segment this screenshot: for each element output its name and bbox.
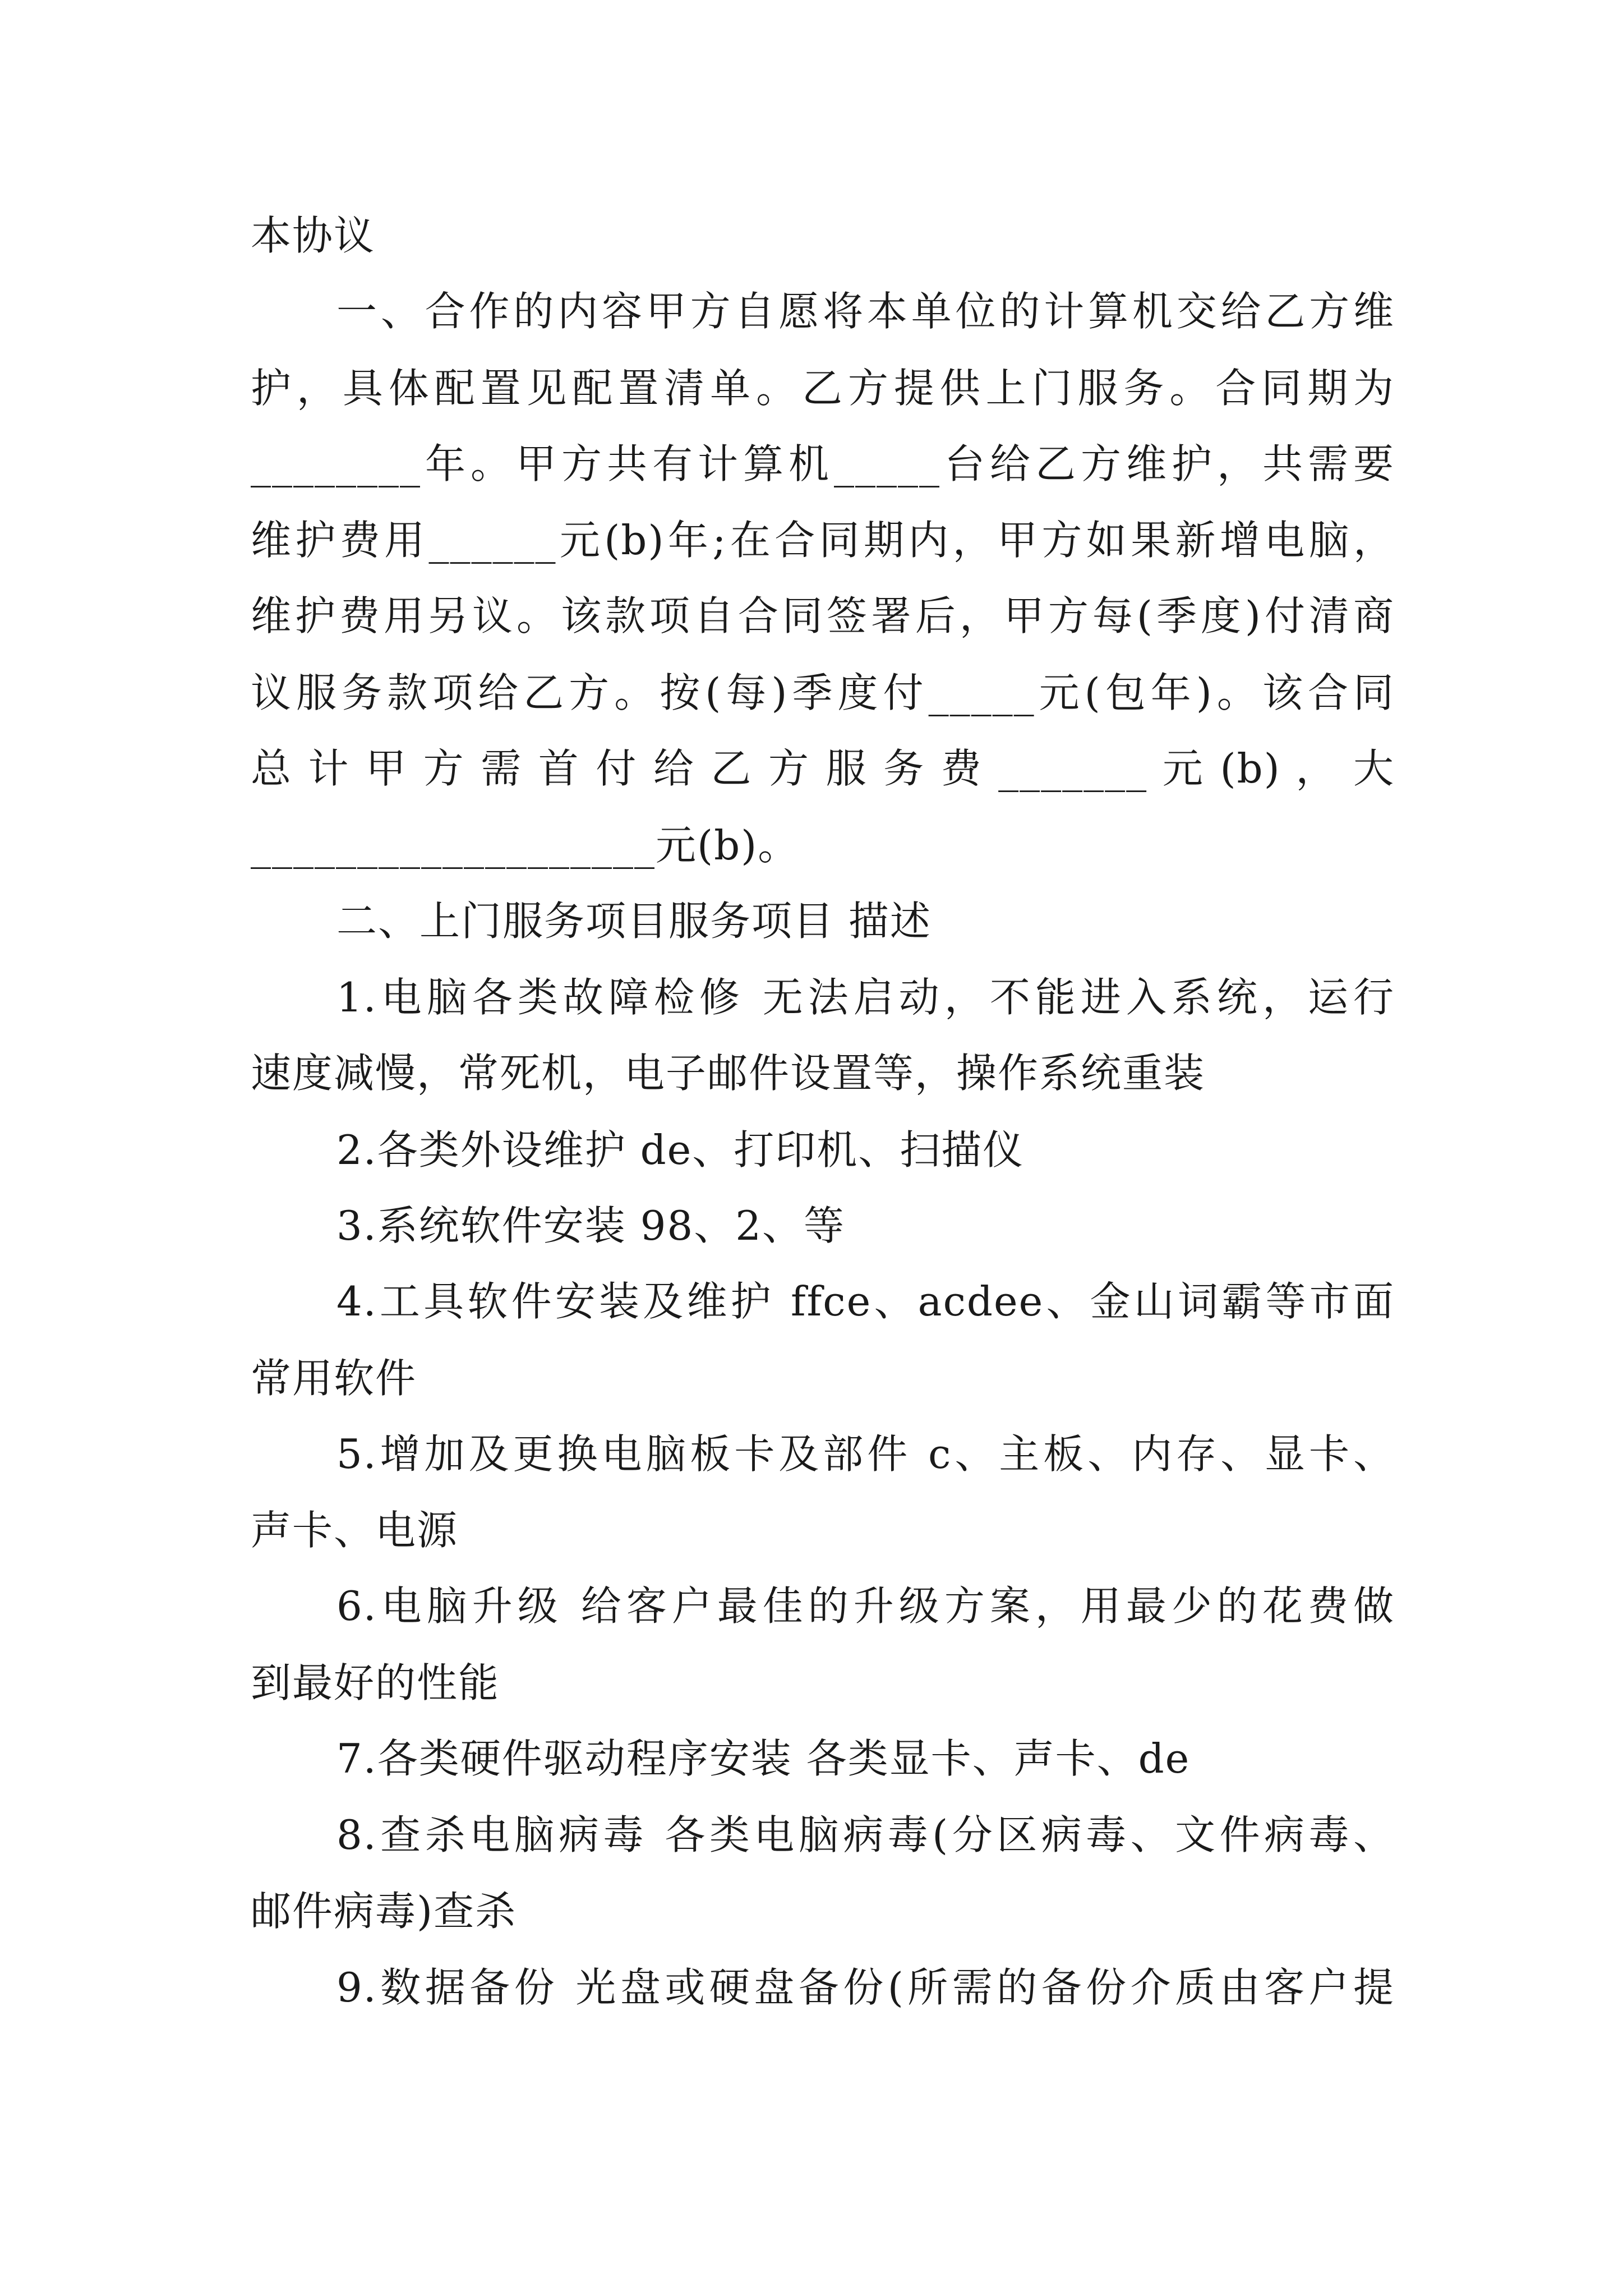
- text-line: 本协议: [251, 212, 376, 259]
- text-line: 议服务款项给乙方。按(每)季度付_____元(包年)。该合同: [251, 669, 1395, 716]
- text-line: 维护费用另议。该款项自合同签署后，甲方每(季度)付清商: [251, 592, 1395, 639]
- list-item: 5.增加及更换电脑板卡及部件 c、主板、内存、显卡、: [336, 1430, 1395, 1478]
- list-item: 7.各类硬件驱动程序安装 各类显卡、声卡、de: [336, 1735, 1191, 1782]
- text-line: ___________________元(b)。: [251, 822, 800, 869]
- text-line: 总 计 甲 方 需 首 付 给 乙 方 服 务 费 _______ 元 (b) ， 大: [251, 745, 1395, 792]
- text-line: 护，具体配置见配置清单。乙方提供上门服务。合同期为: [251, 365, 1395, 412]
- section-2-heading: 二、上门服务项目服务项目 描述: [336, 898, 932, 945]
- list-item: 8.查杀电脑病毒 各类电脑病毒(分区病毒、文件病毒、: [336, 1811, 1395, 1858]
- list-item: 9.数据备份 光盘或硬盘备份(所需的备份介质由客户提: [336, 1964, 1395, 2011]
- list-item: 4.工具软件安装及维护 ffce、acdee、金山词霸等市面: [336, 1278, 1395, 1325]
- text-line: 维护费用______元(b)年;在合同期内，甲方如果新增电脑，: [251, 517, 1395, 564]
- text-line: 声卡、电源: [251, 1507, 459, 1554]
- text-line: 邮件病毒)查杀: [251, 1888, 517, 1935]
- text-line: 常用软件: [251, 1355, 417, 1402]
- text-line: 速度减慢，常死机，电子邮件设置等，操作系统重装: [251, 1050, 1206, 1097]
- list-item: 3.系统软件安装 98、2、等: [336, 1202, 846, 1249]
- list-item: 6.电脑升级 给客户最佳的升级方案，用最少的花费做: [336, 1582, 1395, 1630]
- list-item: 2.各类外设维护 de、打印机、扫描仪: [336, 1126, 1025, 1174]
- text-line: ________年。甲方共有计算机_____台给乙方维护，共需要: [251, 440, 1395, 487]
- section-1-heading: 一、合作的内容甲方自愿将本单位的计算机交给乙方维: [336, 288, 1395, 335]
- text-line: 到最好的性能: [251, 1659, 500, 1706]
- list-item: 1.电脑各类故障检修 无法启动，不能进入系统，运行: [336, 974, 1395, 1021]
